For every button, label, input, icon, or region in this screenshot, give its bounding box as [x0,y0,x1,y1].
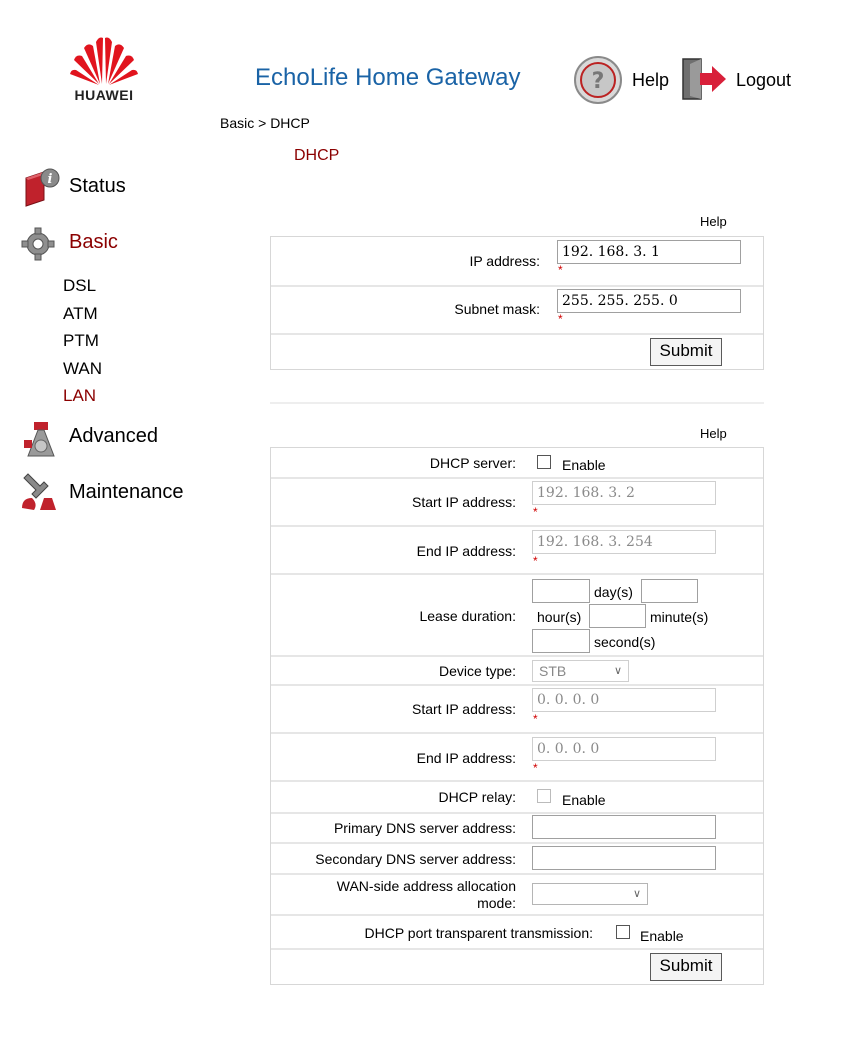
row-divider [271,285,763,287]
advanced-icon[interactable] [20,418,62,460]
sidebar-sub-ptm[interactable]: PTM [63,331,99,350]
svg-text:i: i [47,172,53,187]
device-start-ip-input[interactable] [532,688,716,712]
lease-seconds-unit: second(s) [594,634,656,650]
logout-link[interactable]: Logout [736,70,792,90]
sidebar-item-basic[interactable]: Basic [69,231,118,253]
primary-dns-input[interactable] [532,815,716,839]
brand-name: HUAWEI [74,87,134,103]
dhcp-server-enable-label: Enable [562,457,606,473]
sidebar-sub-wan[interactable]: WAN [63,359,103,378]
wan-alloc-label-line1: WAN-side address allocation [336,878,516,894]
device-end-ip-input[interactable] [532,737,716,761]
lease-hours-input[interactable] [641,579,698,603]
huawei-petals-icon [66,34,142,86]
wan-alloc-label-line2: mode: [477,895,516,911]
sidebar-item-advanced[interactable]: Advanced [69,425,158,447]
end-ip-input[interactable] [532,530,716,554]
help-link[interactable]: Help [632,70,670,90]
chevron-down-icon: ∨ [613,665,622,677]
device-type-label: Device type: [438,663,516,679]
svg-text:?: ? [591,69,605,94]
lease-seconds-input[interactable] [532,629,590,653]
ip-address-label: IP address: [469,253,540,269]
primary-dns-label: Primary DNS server address: [333,820,516,836]
row-divider [271,655,763,657]
lease-hours-unit: hour(s) [537,609,582,625]
sidebar-sub-atm[interactable]: ATM [63,304,98,323]
lease-days-input[interactable] [532,579,590,603]
dhcp-relay-label: DHCP relay: [438,789,516,805]
row-divider [271,525,763,527]
app-title: EchoLife Home Gateway [255,64,521,91]
huawei-logo [66,34,142,106]
port-transparent-label: DHCP port transparent transmission: [364,925,593,941]
gear-icon[interactable] [18,224,60,266]
chevron-down-icon: ∨ [632,888,641,900]
row-divider [271,948,763,950]
section-divider [270,402,764,404]
device-end-ip-label: End IP address: [416,750,516,766]
status-icon[interactable] [20,166,62,208]
ip-address-input[interactable] [557,240,741,264]
row-divider [271,780,763,782]
row-divider [271,732,763,734]
dhcp-server-checkbox[interactable] [537,455,551,469]
logout-icon[interactable] [680,56,728,102]
wrench-icon[interactable] [18,470,60,512]
lan-submit-button[interactable]: Submit [650,338,722,366]
device-start-ip-label: Start IP address: [411,701,516,717]
device-type-select[interactable] [532,660,629,682]
help-icon[interactable] [573,55,623,105]
sidebar-item-maintenance[interactable]: Maintenance [69,481,184,503]
row-divider [271,812,763,814]
dhcp-relay-checkbox[interactable] [537,789,551,803]
lease-minutes-unit: minute(s) [650,609,709,625]
lease-days-unit: day(s) [594,584,633,600]
dhcp-server-label: DHCP server: [429,455,516,471]
required-mark: * [533,505,538,519]
lease-minutes-input[interactable] [589,604,646,628]
lan-help-link[interactable]: Help [700,214,727,229]
device-type-value: STB [539,663,567,679]
row-divider [271,684,763,686]
port-transparent-checkbox[interactable] [616,925,630,939]
start-ip-input[interactable] [532,481,716,505]
sidebar-sub-lan[interactable]: LAN [63,386,97,405]
dhcp-relay-enable-label: Enable [562,792,606,808]
required-mark: * [558,263,563,277]
start-ip-label: Start IP address: [411,494,516,510]
subnet-mask-label: Subnet mask: [454,301,540,317]
port-transparent-enable-label: Enable [640,928,684,944]
required-mark: * [533,712,538,726]
row-divider [271,873,763,875]
wan-alloc-label [280,878,516,912]
subnet-mask-input[interactable] [557,289,741,313]
dhcp-submit-button[interactable]: Submit [650,953,722,981]
row-divider [271,914,763,916]
row-divider [271,477,763,479]
required-mark: * [533,554,538,568]
page-title: DHCP [294,147,340,164]
required-mark: * [558,312,563,326]
row-divider [271,573,763,575]
wan-alloc-select[interactable] [532,883,648,905]
row-divider [271,333,763,335]
secondary-dns-label: Secondary DNS server address: [315,851,516,867]
lease-duration-label: Lease duration: [419,608,516,624]
end-ip-label: End IP address: [416,543,516,559]
sidebar-sub-dsl[interactable]: DSL [63,276,97,295]
secondary-dns-input[interactable] [532,846,716,870]
row-divider [271,842,763,844]
required-mark: * [533,761,538,775]
dhcp-help-link[interactable]: Help [700,426,727,441]
sidebar-item-status[interactable]: Status [69,175,126,197]
breadcrumb: Basic > DHCP [220,115,310,131]
